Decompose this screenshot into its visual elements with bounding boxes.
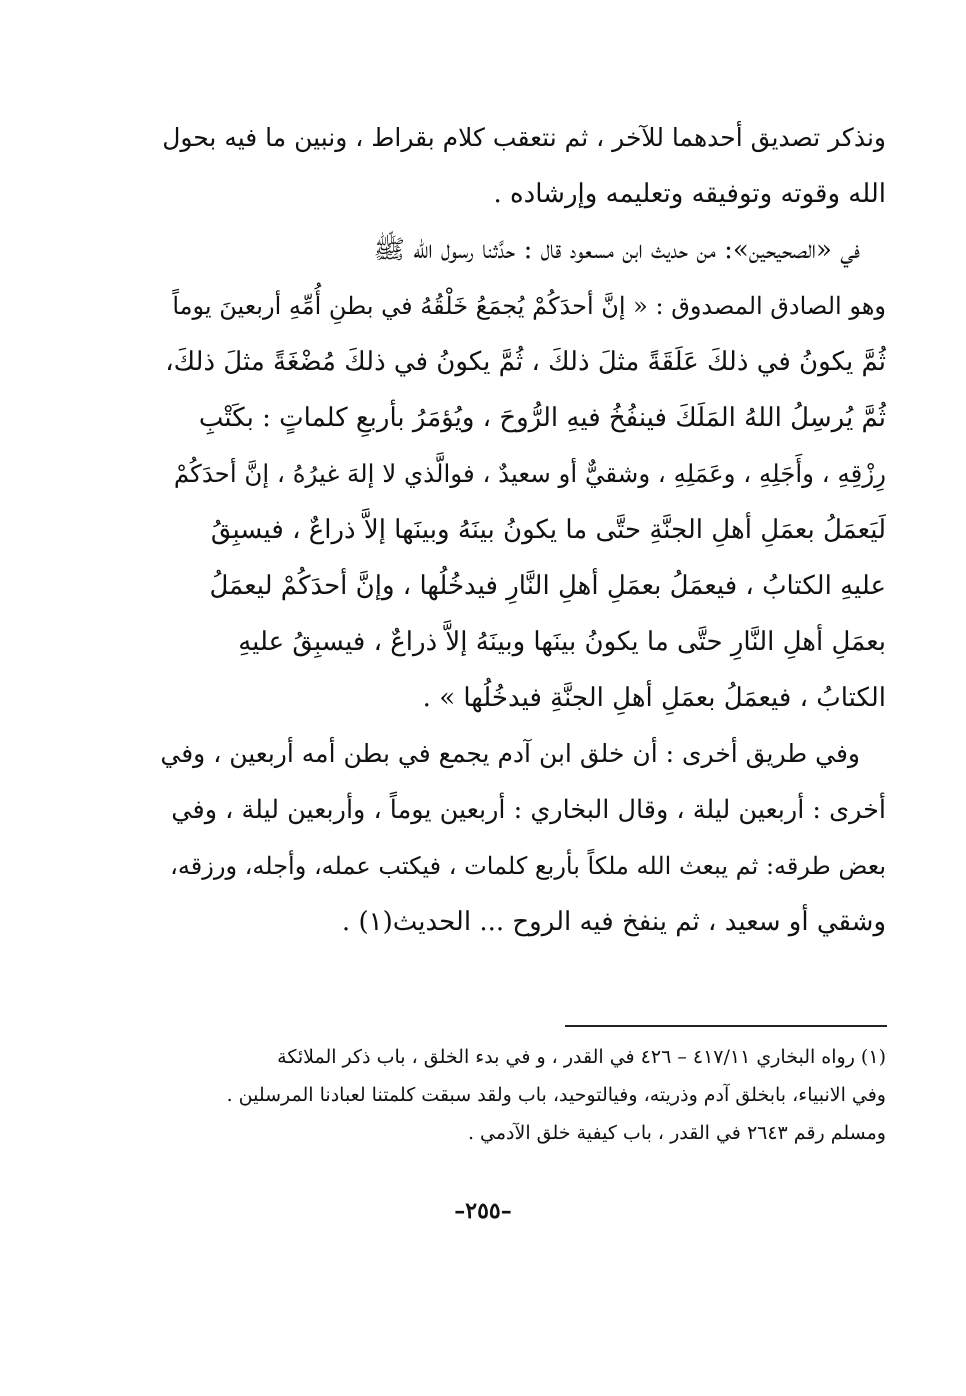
footnote-line: ومسلم رقم ٢٦٤٣ في القدر ، باب كيفية خلق الآدمي .	[467, 1122, 886, 1144]
text-line: بعض طرقه: ثم يبعث الله ملكاً بأربع كلمات ، فيكتب عمله، وأجله، ورزقه،	[170, 852, 886, 880]
hadith-line: الكتابُ ، فيعمَلُ بعمَلِ أهلِ الجنَّةِ فيدخُلُها » .	[422, 683, 886, 713]
text-line: وشقي أو سعيد ، ثم ينفخ فيه الروح ... الحديث(١) .	[341, 907, 886, 937]
footnote-divider	[565, 1025, 887, 1027]
footnotes	[160, 1038, 886, 1152]
hadith-line: ثُمَّ يُرسِلُ اللهُ المَلَكَ فينفُخُ فيهِ الرُّوحَ ، ويُؤمَرُ بأربعِ كلماتٍ : بكَتْبِ	[198, 403, 886, 433]
hadith-line: عليهِ الكتابُ ، فيعمَلُ بعمَلِ أهلِ النَّارِ فيدخُلُها ، وإنَّ أحدَكُمْ ليعمَلُ	[209, 571, 886, 601]
page-number: –٢٥٥–	[454, 1198, 512, 1224]
hadith-line: بعمَلِ أهلِ النَّارِ حتَّى ما يكونُ بينَها وبينَهُ إلاَّ ذراعٌ ، فيسبِقُ عليهِ	[238, 627, 886, 657]
hadith-line: رِزْقِهِ ، وأَجَلِهِ ، وعَمَلِهِ ، وشقيٌّ أو سعيدٌ ، فوالَّذي لا إلهَ غيرُهُ ، إنَّ أحدَكُمْ	[173, 459, 886, 488]
text-line: في «الصحيحين»: من حديث ابن مسعود قال : حدَّثنا رسول الله ﷺ	[373, 235, 860, 265]
text-line: وفي طريق أخرى : أن خلق ابن آدم يجمع في بطن أمه أربعين ، وفي	[160, 739, 860, 768]
text-line: أخرى : أربعين ليلة ، وقال البخاري : أربعين يوماً ، وأربعين ليلة ، وفي	[171, 795, 886, 825]
footnote-line: وفي الانبياء، بابخلق آدم وذريته، وفيالتوحيد، باب ولقد سبقت كلمتنا لعبادنا المرسلين .	[226, 1084, 886, 1106]
hadith-line: وهو الصادق المصدوق : « إنَّ أحدَكُمْ يُجمَعُ خَلْقُهُ في بطنِ أُمِّهِ أربعينَ يوماً	[172, 292, 886, 320]
text-line: ونذكر تصديق أحدهما للآخر ، ثم نتعقب كلام بقراط ، ونبين ما فيه بحول	[162, 123, 886, 152]
text-line: الله وقوته وتوفيقه وتعليمه وإرشاده .	[493, 179, 886, 209]
hadith-line: لَيَعمَلُ بعمَلِ أهلِ الجنَّةِ حتَّى ما يكونُ بينَهُ وبينَها إلاَّ ذراعٌ ، فيسبِقُ	[210, 515, 886, 545]
main-text	[160, 110, 886, 950]
hadith-line: ثُمَّ يكونُ في ذلكَ عَلَقَةً مثلَ ذلكَ ، ثُمَّ يكونُ في ذلكَ مُضْغَةً مثلَ ذلكَ،	[165, 347, 886, 377]
footnote-line: (١) رواه البخاري ٤١٧/١١ – ٤٢٦ في القدر ، و في بدء الخلق ، باب ذكر الملائكة	[277, 1046, 886, 1068]
